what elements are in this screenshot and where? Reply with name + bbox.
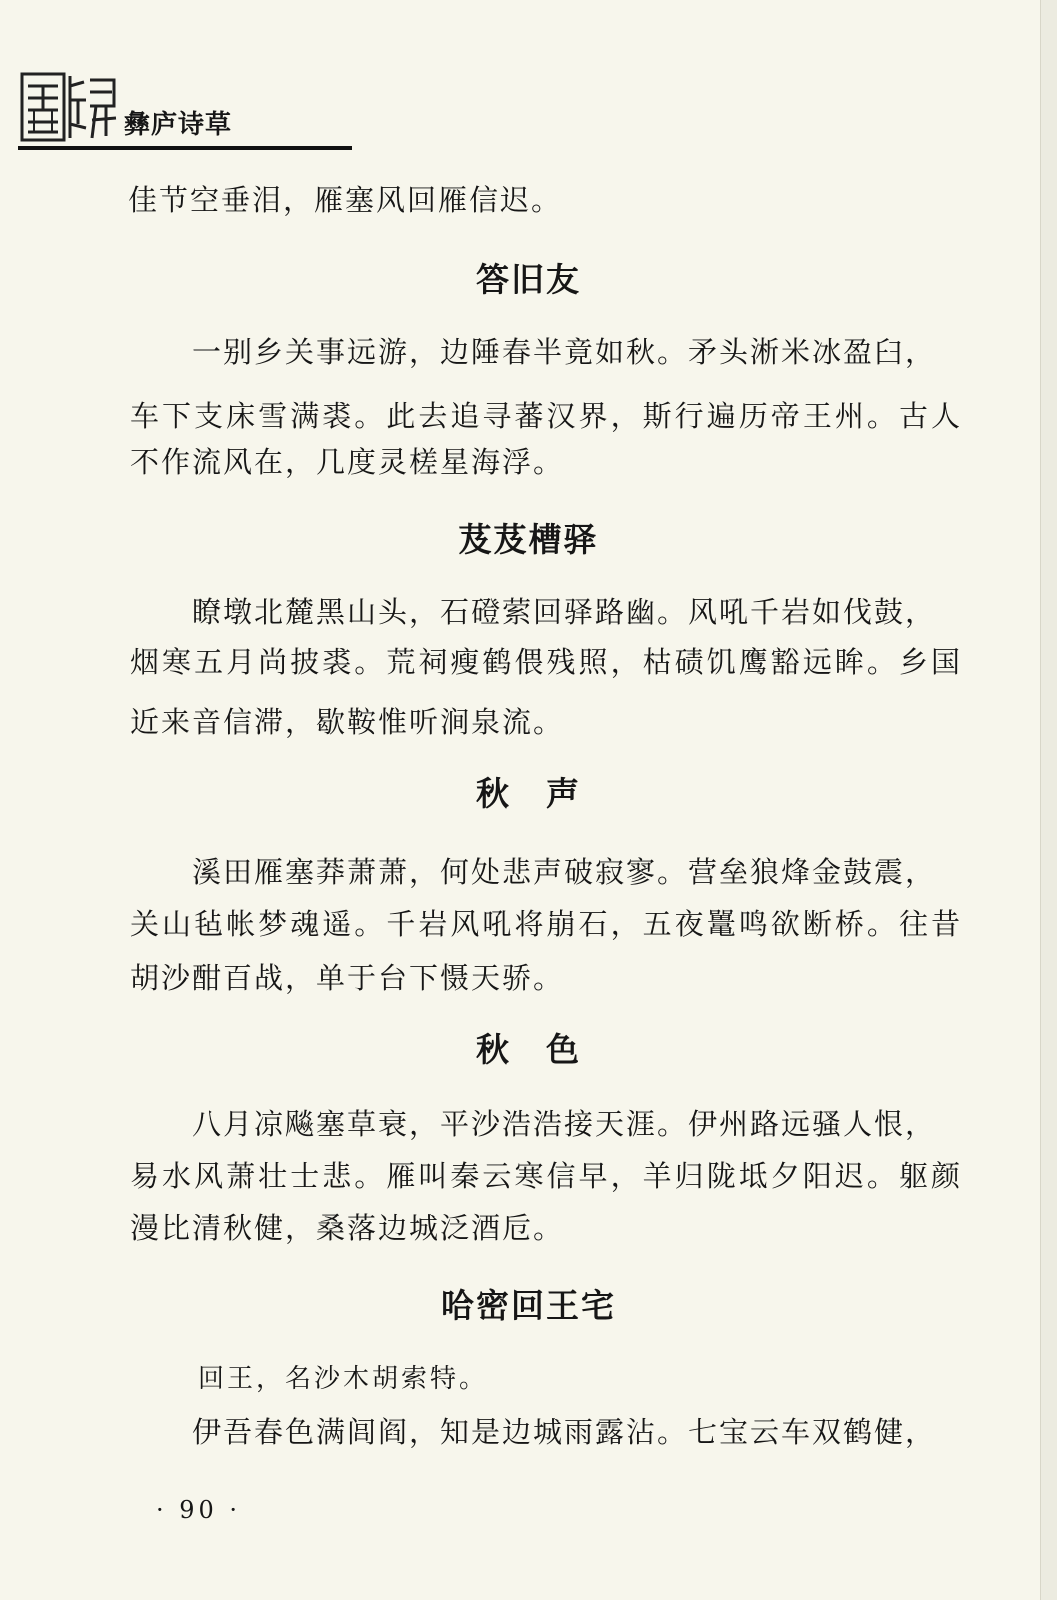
poem-line: 溪田雁塞莽萧萧，何处悲声破寂寥。营垒狼烽金鼓震， [192, 855, 937, 889]
seal-logo [20, 72, 118, 144]
poem-title: 芨芨槽驿 [458, 520, 599, 559]
book-title: 彝庐诗草 [124, 110, 233, 140]
poem-line: 一别乡关事远游，边陲春半竟如秋。矛头淅米冰盈臼， [192, 335, 937, 369]
page-number: · 90 · [156, 1496, 242, 1524]
poem-line: 胡沙酣百战，单于台下慑天骄。 [130, 961, 565, 995]
poem-line: 车下支床雪满裘。此去追寻蕃汉界，斯行遍历帝王州。古人 [130, 399, 960, 433]
poem-line: 关山毡帐梦魂遥。千岩风吼将崩石，五夜鼍鸣欲断桥。往昔 [130, 907, 960, 941]
poem-title: 秋 声 [476, 774, 581, 813]
poem-line: 瞭墩北麓黑山头，石磴萦回驿路幽。风吼千岩如伐鼓， [192, 595, 937, 629]
poem-line: 不作流风在，几度灵槎星海浮。 [130, 445, 565, 479]
poem-line: 近来音信滞，歇鞍惟听涧泉流。 [130, 705, 565, 739]
poem-line: 八月凉飚塞草衰，平沙浩浩接天涯。伊州路远骚人恨， [192, 1107, 937, 1141]
continuation-line: 佳节空垂泪，雁塞风回雁信迟。 [128, 183, 563, 217]
poem-title: 哈密回王宅 [441, 1286, 616, 1325]
poem-title: 答旧友 [476, 260, 581, 299]
poem-line: 漫比清秋健，桑落边城泛酒卮。 [130, 1211, 565, 1245]
poem-title: 秋 色 [476, 1030, 581, 1069]
poem-line: 伊吾春色满闾阎，知是边城雨露沾。七宝云车双鹤健， [192, 1415, 937, 1449]
header-rule [18, 146, 352, 150]
poem-note: 回王，名沙木胡索特。 [198, 1364, 489, 1394]
poem-line: 易水风萧壮士悲。雁叫秦云寒信早，羊归陇坻夕阳迟。躯颜 [130, 1159, 960, 1193]
poem-line: 烟寒五月尚披裘。荒祠瘦鹤偎残照，枯碛饥鹰豁远眸。乡国 [130, 645, 960, 679]
